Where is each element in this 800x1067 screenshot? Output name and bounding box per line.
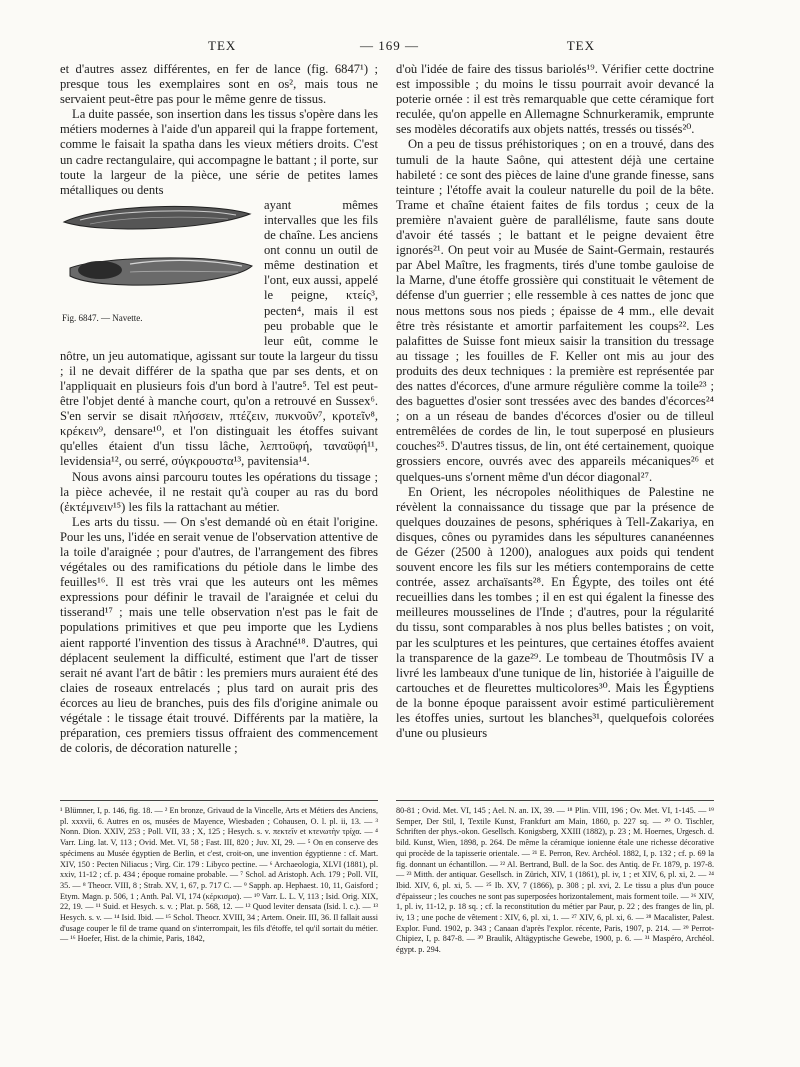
- shuttle-illustration: [60, 200, 256, 318]
- paragraph: On a peu de tissus préhistoriques ; on en a trouvé, dans des tumuli de la haute Saône, qui attestent déjà une certaine habileté : ce sont des pièces de laine d'une grande finesse, sans teinture ; l'étoffe avait la couleur naturelle du poil de la bête. Trame et chaîne étaient faites de fils tordus ; ceux de la première n'avaient guère de parallélisme, faute sans doute d'avoir été tassés ; le battant et le peigne devaient être ignorés²¹. On peut voir au Musée de Saint-Germain, restaurés par Abel Maître, les fragments, tirés d'une tombe gauloise de la Marne, d'une étoffe grossière qui constituait le vêtement de défense d'un guerrier ; elle ressemble à ces nattes de jonc que nous mettons sous nos pieds ; épaisse de 4 mm., elle devait être très résistante et amortir parfaitement les coups²². Les palafittes de Suisse font mieux saisir la transition du tressage au tissage ; les fouilles de F. Keller ont mis au jour des produits des deux techniques : la première est représentée par des nattes d'écorces, d'une armure régulière comme la toile²³ ; des baguettes d'osier sont tressées avec des bandes d'écorces²⁴ ; on a un réseau de bandes d'écorces d'osier ou de tilleul entremêlées de cordes de lin, le tout superposé en plusieurs couches²⁵. D'autres tissus, de lin, ont été certainement, quoique grossiers encore, ouvrés avec des appareils mécaniques²⁶ et quelques-uns s'ornent même d'un décor diagonal²⁷.: [396, 137, 714, 484]
- footnotes-left: [60, 806, 378, 945]
- left-column: [60, 62, 378, 756]
- header-left: TEX: [208, 38, 237, 53]
- page-number: — 169 —: [360, 38, 419, 53]
- paragraph: En Orient, les nécropoles néolithiques de Palestine ne révèlent la connaissance du tissage que par la présence de quelques douzaines de pesons, sphériques à Tell-Zakariya, en disques, cônes ou pyramides dans les sépultures cananéennes de Gézer (2500 à 1200), analogues aux poids qui tendent souvent encore les fils sur les métiers contemporains de cette contrée, assez archaïsants²⁸. En Égypte, des toiles ont été recueillies dans les tombes ; il en est qui égalent la finesse des meilleures mousselines de l'Inde ; d'autres, pour la régularité du tissu, sont comparables à nos plus belles batistes ; on voit, par les sculptures et les peintures, que certaines étoffes avaient la transparence de la gaze²⁹. Le tombeau de Thoutmôsis IV a livré les lambeaux d'une tunique de lin, historiée à l'aiguille de cartouches et de fleurettes multicolores³⁰. Mais les Égyptiens de la bonne époque paraissent avoir estimé particulièrement les étoffes unies, surtout les blanches³¹, quelquefois colorées d'une ou plusieurs: [396, 484, 714, 741]
- header-right: TEX: [566, 38, 595, 53]
- footnote-text: 80-81 ; Ovid. Met. VI, 145 ; Ael. N. an. IX, 39. — ¹⁸ Plin. VIII, 196 ; Ov. Met. VI, 1-145. — ¹⁹ Semper, Der Stil, I, Textile Kunst, Frankfurt am Main, 1860, p. 227 sq. — ²⁰ O. Tischler, Schriften der phys.-okon. Gesellsch. Konigsberg, XXIII (1882), p. 23 ; M. Hoernes, Urgesch. d. bild. Kunst, Wien, 1898, p. 264. De même la céramique ionienne étale une richesse décorative qui procède de la tapisserie orientale. — ²¹ E. Perron, Rev. Archéol. 1882, I, p. 132 ; cf. p. 69 la fig. donnant un échantillon. — ²² Al. Bertrand, Bull. de la Soc. des Antiq. de Fr. 1879, p. 197-8. — ²³ Mitth. der antiquar. Gesellsch. in Zürich, XIV, 1 (1861), pl. iv, 1 ; et XIV, 6, pl. xi, 2. — ²⁴ Ibid. XIV, 6, pl. xi, 5. — ²⁵ Ib. XV, 7 (1866), p. 308 ; pl. xvi, 2. Le tissu a plus d'un pouce d'épaisseur ; les couches ne sont pas superposées horizontalement, mais forment toile. — ²⁶ XIV, 1, pl. iv, 11-12, p. 18 sq. ; cf. la reconstitution du métier par Paur, p. 22 ; des franges de lin, pl. iv, 13 ; une poche de vêtement : XIV, 6, pl. xi, 1. — ²⁷ XIV, 6, pl. xi, 6. — ²⁸ Macalister, Palest. Explor. Fund. 1902, p. 343 ; Canaan d'après l'explor. récente, Paris, 1907, p. 214. — ²⁹ Perrot-Chipiez, I, p. 847-8. — ³⁰ Braulik, Altägyptische Gewebe, 1900, p. 6. — ³¹ Maspéro, Archéol. égypt. p. 294.: [396, 806, 714, 955]
- paragraph: Les arts du tissu. — On s'est demandé où en était l'origine. Pour les uns, l'idée en serait venue de l'observation attentive de la toile d'araignée ; pour d'autres, de l'arrangement des fibres végétales ou des ramifications du pétiole dans le limbe des feuilles¹⁶. Il est très vrai que les auteurs ont les mêmes expressions pour définir le travail de l'araignée et celui du tisserand¹⁷ ; mais une telle observation n'est pas le fait de populations primitives et que peu importe que les Lydiens aient rapporté l'invention des tissus à Arachné¹⁸. D'autres, qui déplacent seulement la difficulté, estiment que l'art de tisser serait né avant l'art de bâtir : les premiers murs auraient été des claies de roseaux entrelacés ; plus tard on aurait pris des écorces au lieu de branches, puis des fils d'origine animale ou végétale : le tissage était trouvé. Différents par la matière, la préparation, ces premiers tissus offraient des commencement de coloris, de décoration naturelle ;: [60, 514, 378, 756]
- footnote-rule: [60, 800, 378, 801]
- footnote-text: ¹ Blümner, I, p. 146, fig. 18. — ² En bronze, Grivaud de la Vincelle, Arts et Métiers des Anciens, pl. xxxvii, 6. Autres en os, musées de Mayence, Wiesbaden ; Cohausen, O. l. pl. ii, 13. — ³ Nonn. Dion. XXIV, 253 ; Poll. VII, 33 ; X, 125 ; Hesych. s. v. πεκτεῖν et κτενωτὴν τρίχα. — ⁴ Varr. Ling. lat. V, 113 ; Ovid. Met. VI, 58 ; Fast. III, 820 ; Juv. XI, 29. — ⁵ On en conserve des spécimens au Musée égyptien de Berlin, et c'est, croit-on, une invention égyptienne : cf. Mart. XIV, 150 : Pecten Niliacus ; Virg. Cir. 179 : Libyco pectine. — ⁶ Archaeologia, XLVI (1881), pl. xxiv, 11-12 ; cf. p. 434 ; époque romaine probable. — ⁷ Schol. ad Aristoph. Ach. 179 ; Poll. VII, 35. — ⁸ Theocr. VIII, 8 ; Strab. XV, 1, 67, p. 717 C. — ⁹ Sapph. ap. Hephaest. 10, 11, Gaisford ; Etym. Magn. p. 506, 1 ; Anth. Pal. VI, 174 (κέρκισμα). — ¹⁰ Varr. L. L. V, 113 ; Isid. Orig. XIX, 22, 19. — ¹¹ Suid. et Hesych. s. v. ; Plat. p. 568, 12. — ¹² Quod leviter densata (Isid. l. c.). — ¹³ Hesych. s. v. — ¹⁴ Isid. Ibid. — ¹⁵ Schol. Theocr. XVIII, 34 ; Artem. Oneir. III, 36. Il fallait aussi d'usage couper le fil de trame quand on s'interrompait, les fils d'étoffe, tel qu'il sortait du métier. — ¹⁶ Hoefer, Hist. de la chimie, Paris, 1842,: [60, 806, 378, 944]
- footnote-rule: [396, 800, 714, 801]
- paragraph: Nous avons ainsi parcouru toutes les opérations du tissage ; la pièce achevée, il ne restait qu'à couper au ras du bord (ἐκτέμνειν¹⁵) les fils la rattachant au métier.: [60, 469, 378, 514]
- paragraph: et d'autres assez différentes, en fer de lance (fig. 6847¹) ; presque tous les exemplaires sont en os², mais tous ne servaient peut-être pas pour le même genre de tissus.: [60, 62, 378, 107]
- running-header: [60, 30, 740, 53]
- right-column: [396, 62, 714, 741]
- figure-caption: Fig. 6847. — Navette.: [62, 312, 143, 323]
- paragraph: d'où l'idée de faire des tissus bariolés¹⁹. Vérifier cette doctrine est impossible ; du moins le tissu pourrait avoir devancé la poterie ornée : il est très remarquable que cette céramique fort reculée, qu'on appelle en Allemagne Schnurkeramik, emprunte ses modèles décoratifs aux objets nattés, tressés ou tissés²⁰.: [396, 62, 714, 137]
- figure-navette: [60, 200, 256, 332]
- paragraph: La duite passée, son insertion dans les tissus s'opère dans les métiers modernes à l'aide d'un appareil qui la frappe fortement, comme le faisait la spatha dans les vieux métiers droits. C'est un cadre rectangulaire, qui accompagne le battant ; il porte, sur toute la largeur de la pièce, une série de petites lames métalliques ou dents: [60, 107, 378, 197]
- paragraph: ayant mêmes intervalles que les fils de chaîne. Les anciens ont connu un outil de même destination et l'ont, eux aussi, appelé le peigne, κτείς³, pecten⁴, mais il est peu probable que le leur eût, comme le nôtre, un jeu automatique, agissant sur toute la largeur du tissu ; il ne devait différer de la spatha que par ses dents, et on l'appliquait en plusieurs fois d'un bord à l'autre⁵. Tel est peut-être l'objet denté à manche court, qu'on a retrouvé en Sussex⁶. S'en servir se disait πλήσσειν, πτέζειν, πυκνοῦν⁷, κροτεῖν⁸, κρέκειν⁹, densare¹⁰, et l'on distinguait les étoffes suivant qu'elles étaient d'un tissu lâche, λεπτοϋφή, ταναϋφή¹¹, levidensia¹², ou serré, σύγκρουστα¹³, pavitensia¹⁴.: [60, 197, 378, 469]
- footnotes-right: [396, 806, 714, 956]
